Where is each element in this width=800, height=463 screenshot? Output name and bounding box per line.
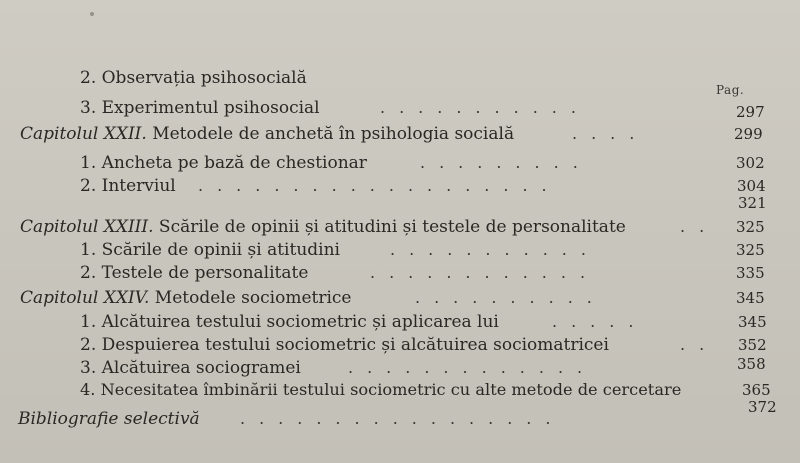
toc-chapter-title: Capitolul XXIV. Metodele sociometrice (20, 288, 352, 308)
leader-dots: .. (680, 335, 719, 354)
toc-bibliography (0, 398, 800, 431)
toc-entry-title: 3. Experimentul psihosocial (80, 98, 320, 118)
toc-page-number: 321 (738, 194, 767, 212)
toc-chapter (0, 215, 800, 239)
toc-chapter (0, 122, 800, 146)
bibliography-title: Bibliografie selectivă (18, 409, 200, 429)
leader-dots: ........... (380, 98, 590, 117)
toc-entry-title: 1. Scările de opinii și atitudini (80, 240, 340, 260)
leader-dots: ............. (348, 358, 597, 377)
toc-page-number: 335 (736, 264, 765, 282)
toc-entry-title: 3. Alcătuirea sociogramei (80, 358, 301, 378)
toc-entry-title: 2. Interviul (80, 176, 176, 196)
paper-speck (90, 12, 94, 16)
toc-page-number: 325 (736, 241, 765, 259)
leader-dots: ................. (240, 409, 565, 428)
toc-entry-title: 2. Observația psihosocială (80, 68, 307, 88)
toc-chapter-title: Capitolul XXIII. Scările de opinii și atitudini și testele de personalitate (20, 217, 626, 237)
toc-page-number: 297 (736, 103, 765, 121)
toc-entry (0, 151, 800, 175)
toc-entry (0, 66, 800, 90)
toc-chapter (0, 286, 800, 310)
leader-dots: ..... (552, 312, 648, 331)
toc-entry (0, 191, 800, 215)
leader-dots: .. (680, 217, 719, 236)
toc-entry-title: 4. Necesitatea îmbinării testului sociometric cu alte metode de cercetare (80, 380, 682, 399)
leader-dots: .... (572, 124, 649, 143)
leader-dots: ................... (198, 176, 561, 195)
toc-page-number: 372 (748, 398, 777, 416)
toc-entry (0, 261, 800, 285)
toc-page-number: 352 (738, 336, 767, 354)
chapter-number: Capitolul XXIV. (20, 288, 150, 308)
toc-page-number: 345 (736, 289, 765, 307)
toc-entry-title: 2. Testele de personalitate (80, 263, 309, 283)
toc-entry (0, 356, 800, 380)
toc-page-number: 302 (736, 154, 765, 172)
toc-entry-title: 1. Ancheta pe bază de chestionar (80, 153, 367, 173)
toc-entry (0, 238, 800, 262)
chapter-number: Capitolul XXII. (20, 124, 147, 144)
toc-entry (0, 310, 800, 334)
toc-chapter-title: Capitolul XXII. Metodele de anchetă în psihologia socială (20, 124, 515, 144)
toc-page-number: 358 (737, 355, 766, 373)
toc-page-number: 365 (742, 381, 771, 399)
leader-dots: ......... (420, 153, 592, 172)
toc-page-number: 304 (737, 177, 766, 195)
toc-entry (0, 378, 800, 402)
toc-page-number: 325 (736, 218, 765, 236)
chapter-number: Capitolul XXIII. (20, 217, 154, 237)
toc-page-number: 345 (738, 313, 767, 331)
page-column-header: Pag. (716, 83, 745, 97)
leader-dots: ........... (390, 240, 600, 259)
leader-dots: .......... (415, 288, 606, 307)
leader-dots: ............ (370, 263, 600, 282)
toc-entry-title: 1. Alcătuirea testului sociometric și aplicarea lui (80, 312, 499, 332)
toc-page-number: 299 (734, 125, 763, 143)
toc-entry (0, 96, 800, 120)
toc-entry-title: 2. Despuierea testului sociometric și alcătuirea sociomatricei (80, 335, 609, 355)
toc-entry (0, 333, 800, 357)
